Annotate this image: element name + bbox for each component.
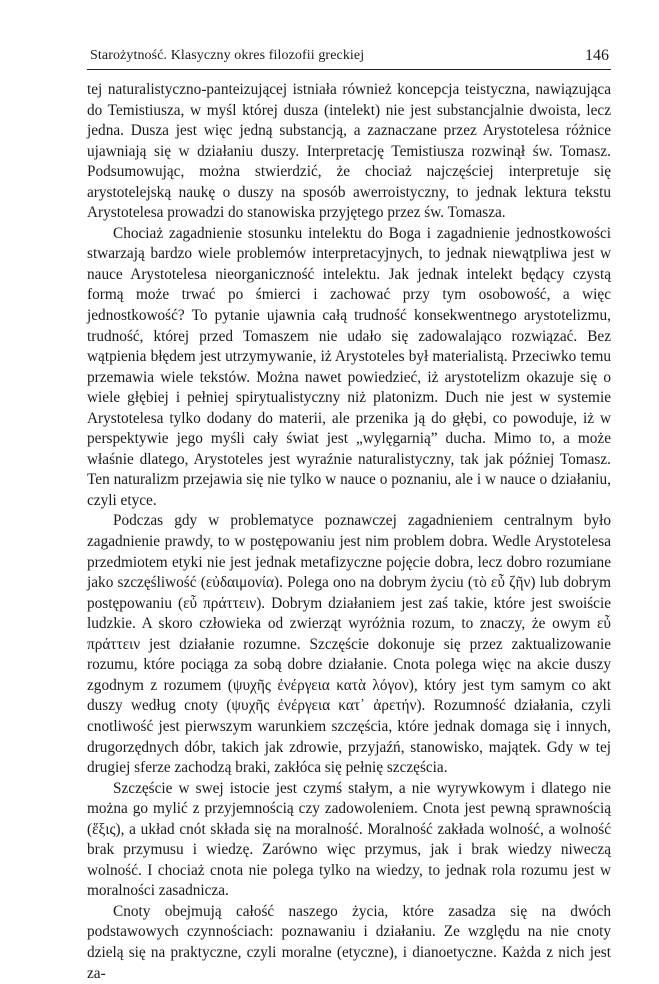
paragraph-1: tej naturalistyczno-panteizującej istniała również koncepcja teistyczna, nawiązująca do Temistiusza, w myśl której dusza (intelekt) nie jest substancjalnie dwoista, lecz jedna. Dusza jest więc jedną substancją, a zaznaczane przez Arystotelesa różnice ujawniają się w działaniu duszy. Interpretację Temistiusza rozwinął św. Tomasz. Podsumowując, można stwierdzić, że chociaż najczęściej interpretuje się arystotelejską naukę o duszy na sposób awerroistyczny, to jednak lektura tekstu Arystotelesa prowadzi do stanowiska przyjętego przez św. Tomasza. [87, 81, 611, 222]
running-header [87, 43, 611, 70]
page-number: 146 [585, 47, 609, 64]
paragraph-4: Szczęście w swej istocie jest czymś stałym, a nie wyrywkowym i dlatego nie można go mylić z przyjemnością czy zadowoleniem. Cnota jest pewną sprawnością (ἕξις), a układ cnót składa się na moralność. Moralność zakłada wolność, a wolność brak przymusu i wiedzę. Zarówno więc przymus, jak i brak wiedzy niweczą wolność. I chociaż cnota nie polega tylko na wiedzy, to jednak rola rozumu jest w moralności zasadnicza. [87, 779, 611, 900]
running-title: Starożytność. Klasyczny okres filozofii greckiej [90, 48, 365, 63]
page-body [87, 80, 611, 984]
paragraph-3: Podczas gdy w problematyce poznawczej zagadnieniem centralnym było zagadnienie prawdy, to w postępowaniu jest nim problem dobra. Wedle Arystotelesa przedmiotem etyki nie jest jednak metafizyczne pojęcie dobra, lecz dobro rozumiane jako szczęśliwość (εὐδαιμονία). Polega ono na dobrym życiu (τὸ εὖ ζῆν) lub dobrym postępowaniu (εὖ πράττειν). Dobrym działaniem jest zaś takie, które jest swoiście ludzkie. A skoro człowieka od zwierząt wyróżnia rozum, to znaczy, że owym εὖ πράττειν jest działanie rozumne. Szczęście dokonuje się przez zaktualizowanie rozumu, które pociąga za sobą dobre działanie. Cnota polega więc na akcie duszy zgodnym z rozumem (ψυχῆς ἐνέργεια κατὰ λόγον), który jest tym samym co akt duszy według cnoty (ψυχῆς ἐνέργεια κατ᾽ ἀρετήν). Rozumność działania, czyli cnotliwość jest pierwszym warunkiem szczęścia, które jednak domaga się i innych, drugorzędnych dóbr, takich jak zdrowie, przyjaźń, stanowisko, majątek. Gdy w tej drugiej sferze zachodzą braki, zakłóca się pełnię szczęścia. [87, 512, 611, 777]
paragraph-2: Chociaż zagadnienie stosunku intelektu do Boga i zagadnienie jednostkowości stwarzają bardzo wiele problemów interpretacyjnych, to jednak niewątpliwa jest w nauce Arystotelesa nieorganiczność intelektu. Jak jednak intelekt będący czystą formą może trwać po śmierci i zachować przy tym osobowość, a więc jednostkowość? To pytanie ujawnia całą trudność konsekwentnego arystotelizmu, trudność, której przed Tomaszem nie udało się zadowalająco rozwiązać. Bez wątpienia błędem jest utrzymywanie, iż Arystoteles był materialistą. Przeciwko temu przemawia wiele tekstów. Można nawet powiedzieć, iż arystotelizm okazuje się o wiele głębiej i pełniej spirytualistyczny niż platonizm. Duch nie jest w systemie Arystotelesa tylko dodany do materii, ale przenika ją do głębi, co powoduje, iż w perspektywie jego myśli cały świat jest „wylęgarnią” ducha. Mimo to, a może właśnie dlatego, Arystoteles jest wyraźnie naturalistyczny, tak jak później Tomasz. Ten naturalizm przejawia się nie tylko w nauce o poznaniu, ale i w nauce o działaniu, czyli etyce. [87, 224, 611, 509]
paragraph-5: Cnoty obejmują całość naszego życia, które zasadza się na dwóch podstawowych czynnościach: poznawaniu i działaniu. Ze względu na nie cnoty dzielą się na praktyczne, czyli moralne (etyczne), i dianoetyczne. Każda z nich jest za- [87, 902, 611, 982]
